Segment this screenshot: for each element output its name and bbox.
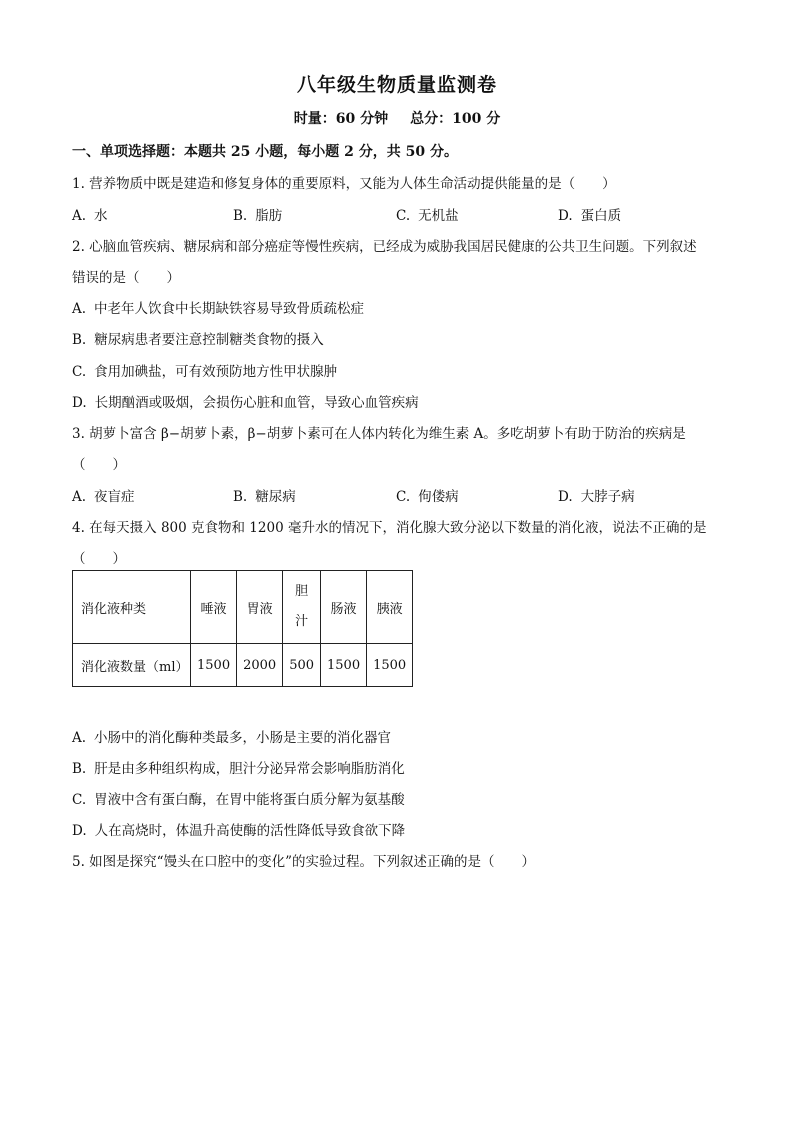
table-cell: 肠液 [321, 571, 367, 644]
table-data-row [73, 644, 413, 687]
q2-option-a: A. 中老年人饮食中长期缺铁容易导致骨质疏松症 [72, 301, 365, 317]
section-heading: 一、单项选择题：本题共 25 小题，每小题 2 分，共 50 分。 [72, 144, 458, 160]
q4-stem-line2: （ ） [72, 551, 126, 567]
exam-subtitle [0, 108, 794, 128]
q4-option-b: B. 肝是由多种组织构成，胆汁分泌异常会影响脂肪消化 [72, 761, 405, 777]
q3-stem-line2: （ ） [72, 457, 126, 473]
exam-title: 八年级生物质量监测卷 [296, 74, 497, 96]
table-cell: 唾液 [191, 571, 237, 644]
table-cell: 消化液种类 [73, 571, 191, 644]
table-cell: 消化液数量（ml） [73, 644, 191, 687]
q1-option-a: A. 水 [72, 208, 108, 224]
q3-stem-line1: 3. 胡萝卜富含 β−胡萝卜素，β−胡萝卜素可在人体内转化为维生素 A。多吃胡萝卜有助于防治的疾病是 [72, 426, 686, 442]
q2-stem-line2: 错误的是（ ） [72, 270, 180, 286]
q5-stem: 5. 如图是探究“馒头在口腔中的变化”的实验过程。下列叙述正确的是（ ） [72, 854, 535, 870]
table-cell: 2000 [237, 644, 283, 687]
total-score: 总分：100 分 [410, 111, 501, 127]
table-cell [283, 571, 321, 644]
time-limit: 时量：60 分钟 [293, 111, 389, 127]
q1-option-c: C. 无机盐 [396, 208, 459, 224]
q1-option-d: D. 蛋白质 [558, 208, 622, 224]
q3-option-c: C. 佝偻病 [396, 489, 459, 505]
table-cell: 1500 [191, 644, 237, 687]
digestive-juice-table [72, 570, 413, 687]
q4-option-a: A. 小肠中的消化酶种类最多，小肠是主要的消化器官 [72, 730, 392, 746]
table-cell: 1500 [321, 644, 367, 687]
table-cell: 胃液 [237, 571, 283, 644]
q4-stem-line1: 4. 在每天摄入 800 克食物和 1200 毫升水的情况下，消化腺大致分泌以下数量的消化液，说法不正确的是 [72, 520, 707, 536]
q4-option-c: C. 胃液中含有蛋白酶，在胃中能将蛋白质分解为氨基酸 [72, 792, 405, 808]
table-cell-text: 胆汁 [295, 584, 309, 629]
table-cell: 500 [283, 644, 321, 687]
q2-stem-line1: 2. 心脑血管疾病、糖尿病和部分癌症等慢性疾病，已经成为威胁我国居民健康的公共卫生问题。下列叙述 [72, 239, 697, 255]
q3-option-b: B. 糖尿病 [233, 489, 296, 505]
table-cell: 1500 [367, 644, 413, 687]
q3-option-a: A. 夜盲症 [72, 489, 135, 505]
q1-option-b: B. 脂肪 [233, 208, 283, 224]
table-cell: 胰液 [367, 571, 413, 644]
table-header-row [73, 571, 413, 644]
q1-stem: 1. 营养物质中既是建造和修复身体的重要原料，又能为人体生命活动提供能量的是（ ） [72, 176, 616, 192]
q2-option-b: B. 糖尿病患者要注意控制糖类食物的摄入 [72, 332, 324, 348]
q4-option-d: D. 人在高烧时，体温升高使酶的活性降低导致食欲下降 [72, 823, 406, 839]
q3-option-d: D. 大脖子病 [558, 489, 635, 505]
q2-option-d: D. 长期酗酒或吸烟，会损伤心脏和血管，导致心血管疾病 [72, 395, 419, 411]
q2-option-c: C. 食用加碘盐，可有效预防地方性甲状腺肿 [72, 364, 338, 380]
